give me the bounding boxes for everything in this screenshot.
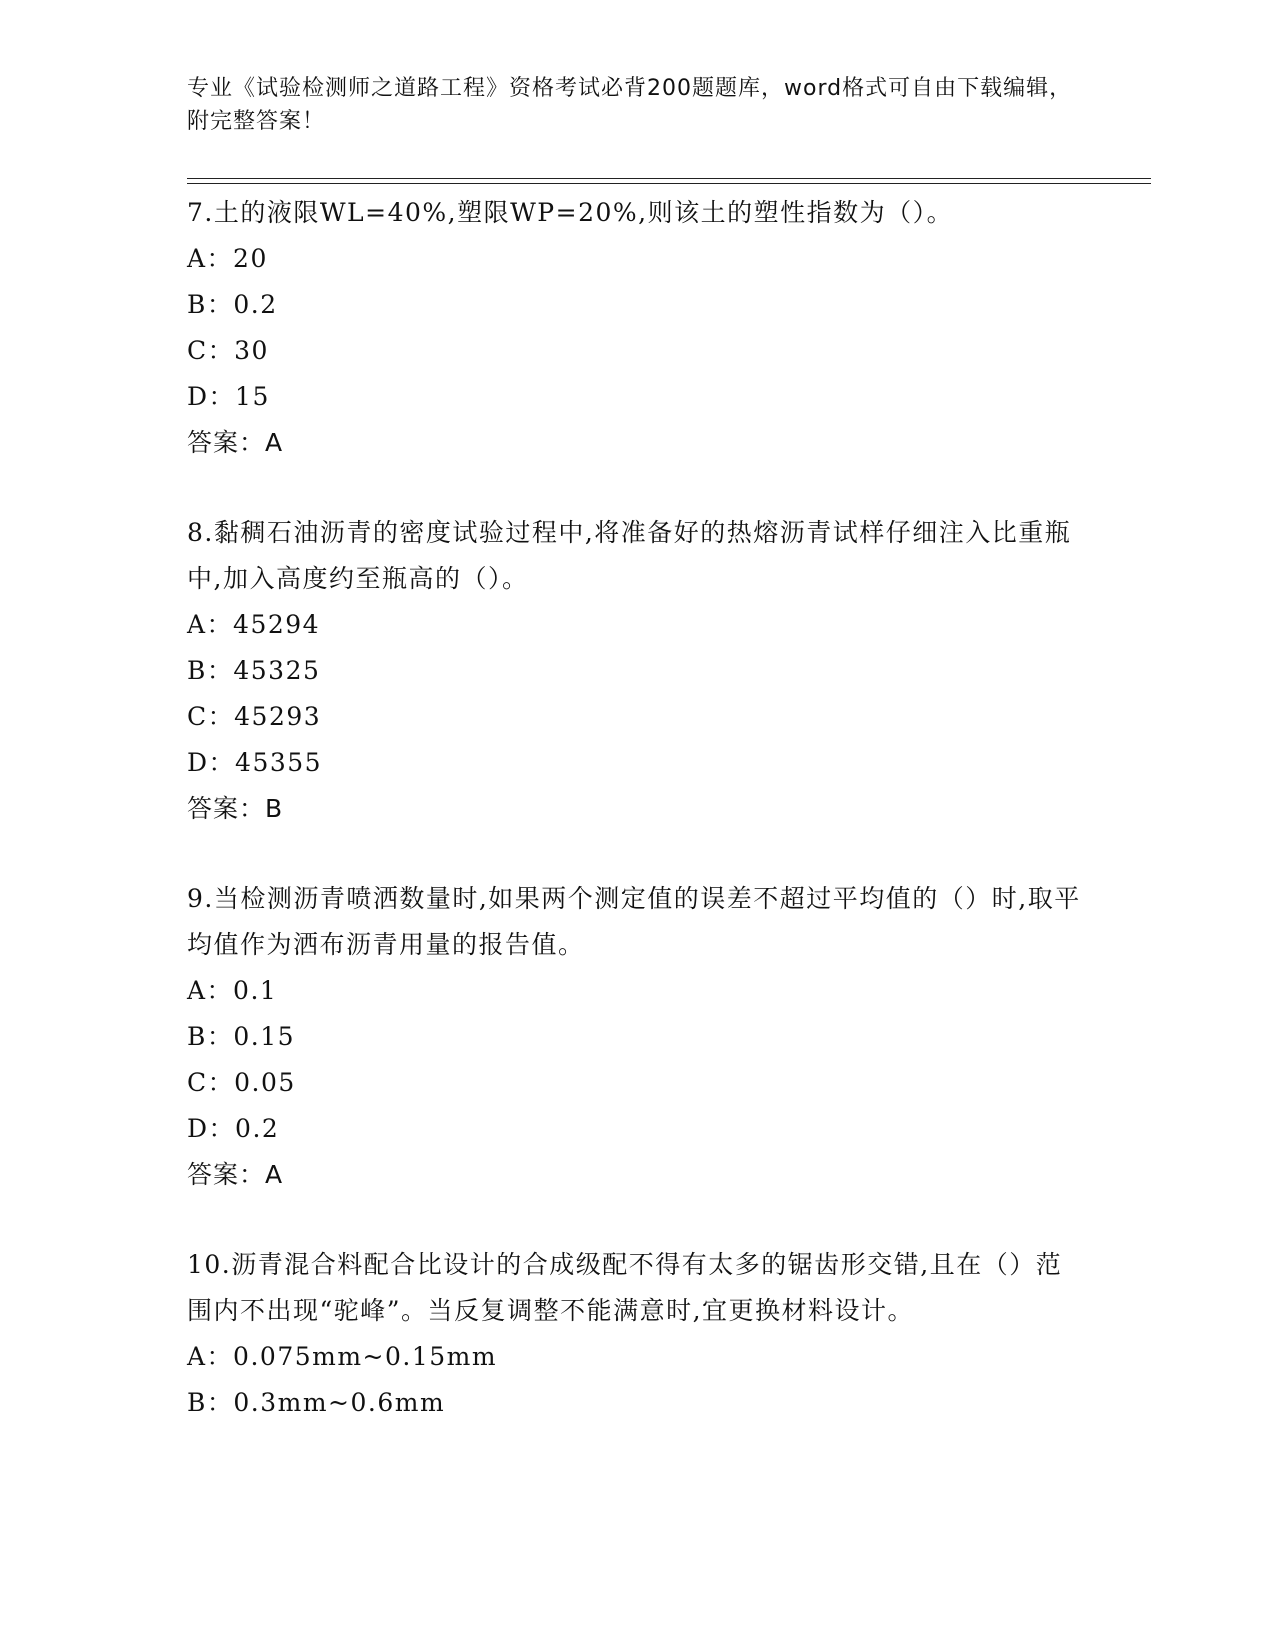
question-9	[187, 876, 1087, 1198]
header-divider-bottom	[187, 183, 1151, 184]
document-header: 专业《试验检测师之道路工程》资格考试必背200题题库，word格式可自由下载编辑，附完整答案！	[187, 76, 1073, 134]
option-a: A：0.1	[187, 976, 278, 1005]
header-divider-top	[187, 178, 1151, 179]
option-d: D：45355	[187, 748, 323, 777]
option-b: B：0.3mm~0.6mm	[187, 1388, 446, 1417]
question-stem: 9.当检测沥青喷洒数量时,如果两个测定值的误差不超过平均值的（）时,取平均值作为洒布沥青用量的报告值。	[187, 884, 1081, 959]
question-list	[187, 190, 1087, 1426]
option-b: B：0.15	[187, 1022, 296, 1051]
option-b: B：0.2	[187, 290, 278, 319]
option-a: A：20	[187, 244, 268, 273]
answer-line: 答案：A	[187, 1160, 284, 1189]
question-stem: 7.土的液限WL=40%,塑限WP=20%,则该土的塑性指数为（）。	[187, 198, 954, 227]
question-stem: 10.沥青混合料配合比设计的合成级配不得有太多的锯齿形交错,且在（）范围内不出现“驼峰”。当反复调整不能满意时,宜更换材料设计。	[187, 1250, 1063, 1325]
spacer	[187, 832, 1087, 876]
spacer	[187, 1198, 1087, 1242]
option-c: C：0.05	[187, 1068, 296, 1097]
answer-line: 答案：A	[187, 428, 284, 457]
question-10	[187, 1242, 1087, 1426]
spacer	[187, 466, 1087, 510]
question-stem: 8.黏稠石油沥青的密度试验过程中,将准备好的热熔沥青试样仔细注入比重瓶中,加入高度约至瓶高的（）。	[187, 518, 1072, 593]
option-b: B：45325	[187, 656, 321, 685]
option-d: D：0.2	[187, 1114, 280, 1143]
question-7	[187, 190, 1087, 466]
option-a: A：0.075mm~0.15mm	[187, 1342, 498, 1371]
answer-line: 答案：B	[187, 794, 284, 823]
option-c: C：30	[187, 336, 269, 365]
option-a: A：45294	[187, 610, 321, 639]
option-d: D：15	[187, 382, 270, 411]
question-8	[187, 510, 1087, 832]
option-c: C：45293	[187, 702, 322, 731]
